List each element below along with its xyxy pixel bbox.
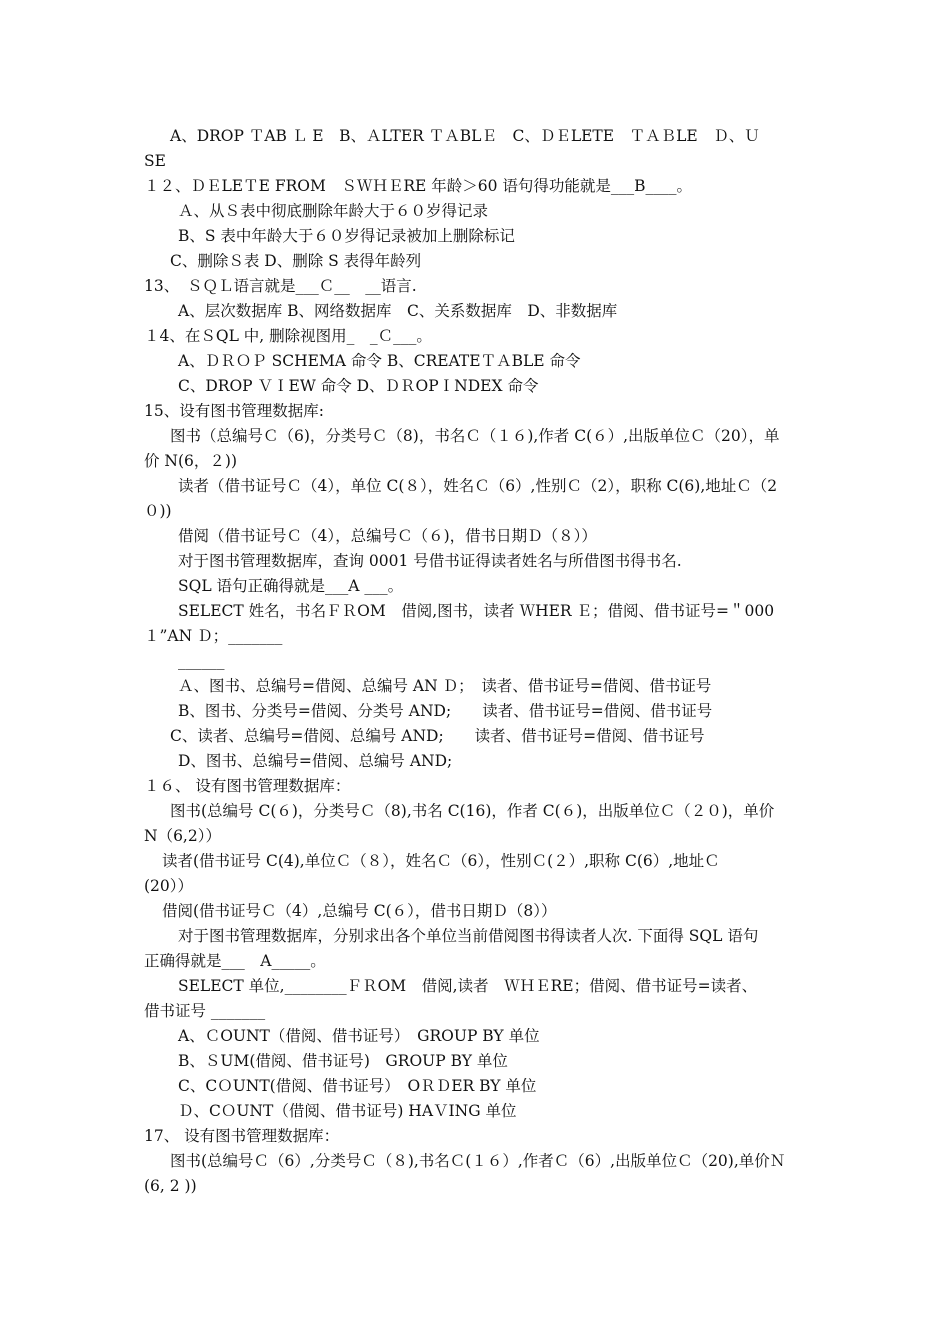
- text-line: ______: [178, 652, 225, 670]
- text-line: 读者(借书证号 C(4),单位Ｃ（８），姓名Ｃ（6），性别Ｃ(２）,职称 C(6）,地址Ｃ: [162, 852, 720, 870]
- text-line: Ａ、从Ｓ表中彻底删除年龄大于６０岁得记录: [178, 202, 489, 220]
- text-line: 对于图书管理数据库，分别求出各个单位当前借阅图书得读者人次. 下面得 SQL 语句: [178, 927, 759, 945]
- text-line: 对于图书管理数据库，查询 0001 号借书证得读者姓名与所借图书得书名.: [178, 552, 682, 570]
- text-line: SELECT 姓名，书名ＦＲOM 借阅,图书，读者 ＷHER Ｅ；借阅、借书证号=＂000: [178, 602, 775, 620]
- text-line: A、DROP ＴAB Ｌ E B、ＡLTER ＴＡBLＥ C、ＤＥLETE ＴＡＢLE Ｄ、Ｕ: [170, 127, 760, 145]
- text-line: SQL 语句正确得就是___A ___。: [178, 577, 404, 595]
- text-line: N（6,2））: [144, 827, 221, 845]
- text-line: 17、 设有图书管理数据库：: [144, 1127, 340, 1145]
- text-line: C、DROP ＶＩEW 命令 D、ＤＲOPＩNDEX 命令: [178, 377, 539, 395]
- text-line: C、读者、总编号=借阅、总编号 AND; 读者、借书证号=借阅、借书证号: [170, 727, 705, 745]
- text-line: 图书（总编号Ｃ（6)，分类号Ｃ（8)，书名Ｃ（１６),作者 C(６）,出版单位Ｃ（20），单: [170, 427, 780, 445]
- text-line: (6, 2 )): [144, 1177, 197, 1195]
- text-line: A、ＣOUNT（借阅、借书证号） GROUP BY 单位: [178, 1027, 540, 1045]
- text-line: 价 N(6，２)): [144, 452, 237, 470]
- text-line: 13、 ＳＱＬ语言就是___Ｃ__ __语言.: [144, 277, 417, 295]
- text-line: １６、 设有图书管理数据库：: [144, 777, 351, 795]
- text-line: B、S 表中年龄大于６０岁得记录被加上删除标记: [178, 227, 515, 245]
- text-line: B、ＳUM(借阅、借书证号) GROUP BY 单位: [178, 1052, 508, 1070]
- text-line: １4、在ＳQL 中, 删除视图用_ _Ｃ___。: [144, 327, 432, 345]
- text-line: 15、设有图书管理数据库:: [144, 402, 324, 420]
- text-line: ０)): [144, 502, 172, 520]
- text-line: (20））: [144, 877, 194, 895]
- text-line: C、CＯUNT(借阅、借书证号） OＲＤER BY 单位: [178, 1077, 537, 1095]
- text-line: 图书(总编号 C(６)，分类号Ｃ（8),书名 C(16)，作者 C(６)，出版单位Ｃ（２０)，单价: [170, 802, 775, 820]
- text-line: SELECT 单位,________ＦＲOM 借阅,读者 ＷＨＥRE；借阅、借书证号=读者、: [178, 977, 758, 995]
- text-line: １２、ＤＥLEＴE FROM ＳＷＨＥRE 年龄＞60 语句得功能就是___B____。: [144, 177, 693, 195]
- text-line: 借书证号 _______: [144, 1002, 266, 1020]
- text-line: A、ＤＲＯＰ SCHEMA 命令 B、CREATEＴＡBLE 命令: [178, 352, 581, 370]
- text-line: B、图书、分类号=借阅、分类号 AND; 读者、借书证号=借阅、借书证号: [178, 702, 713, 720]
- text-line: 读者（借书证号Ｃ（4），单位 C(８），姓名Ｃ（6）,性别Ｃ（2），职称 C(6),地址Ｃ（2: [178, 477, 778, 495]
- text-line: C、删除Ｓ表 D、删除 S 表得年龄列: [170, 252, 422, 270]
- text-line: SE: [144, 152, 166, 170]
- text-line: Ｄ、CＯUNT（借阅、借书证号) HAＶING 单位: [178, 1102, 517, 1120]
- text-line: Ａ、图书、总编号=借阅、总编号 AN Ｄ； 读者、借书证号=借阅、借书证号: [178, 677, 712, 695]
- text-line: D、图书、总编号=借阅、总编号 AND;: [178, 752, 453, 770]
- text-line: 借阅（借书证号Ｃ（4），总编号Ｃ（６)，借书日期Ｄ（８））: [178, 527, 597, 545]
- text-line: A、层次数据库 B、网络数据库 C、关系数据库 D、非数据库: [178, 302, 618, 320]
- text-line: １”AN Ｄ；_______: [144, 627, 283, 645]
- text-line: 图书(总编号Ｃ（6）,分类号Ｃ（８),书名Ｃ(１６）,作者Ｃ（6）,出版单位Ｃ（20),单价Ｎ: [170, 1152, 786, 1170]
- text-line: 正确得就是___ A_____。: [144, 952, 326, 970]
- text-line: 借阅(借书证号Ｃ（4）,总编号 C(６），借书日期Ｄ（8））: [162, 902, 557, 920]
